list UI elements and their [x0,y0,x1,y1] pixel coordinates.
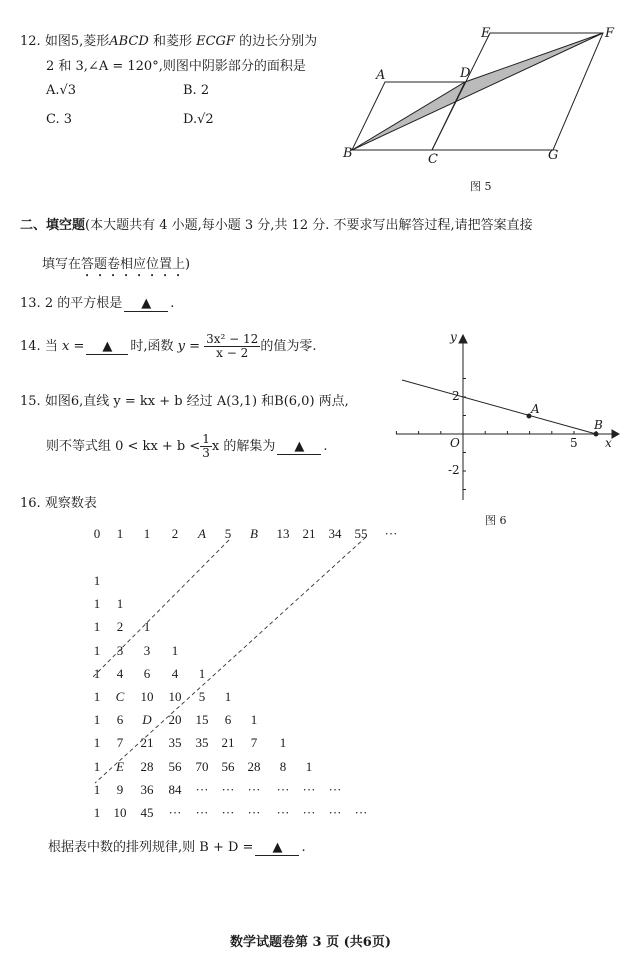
table-cell: ··· [247,805,261,820]
table-cell: 0 [93,526,101,541]
label-e: E [481,26,491,41]
tick-label: 5 [570,436,578,450]
q14 [20,333,316,360]
table-cell: 84 [168,781,182,797]
table-cell: 4 [116,665,124,681]
q15-line2 [46,433,328,460]
table-cell: 1 [93,781,101,797]
table-cell: ··· [384,526,398,541]
table-cell: D [142,712,152,728]
table-cell: ··· [302,781,316,797]
table-cell: ··· [247,781,261,797]
table-cell: ··· [328,805,342,820]
y-arrow [459,335,467,343]
table-cell: 1 [93,573,101,588]
text: . [301,840,306,855]
label-b: B [343,146,353,161]
table-cell: 1 [279,735,287,751]
text: 的边长分别为 [239,34,318,49]
origin-label: O [450,436,460,450]
text: ECGF [196,34,235,49]
text: 观察数表 [44,496,97,511]
table-cell: 6 [116,712,124,728]
section-title: 二、填空题 [20,218,86,233]
table-cell: 34 [328,526,342,541]
table-cell: ··· [221,805,235,820]
q-number: 12. [20,34,41,49]
answer-blank: ▲ [255,840,299,856]
line-y-kx-b [402,380,596,434]
figure-6 [396,335,619,500]
q-number: 16. [20,496,41,511]
numerator: 3x² − 12 [206,332,259,346]
page-footer [230,931,391,950]
q15-line1 [20,390,349,409]
table-cell: 2 [171,526,179,541]
table-cell: 70 [195,758,209,774]
table-cell: 1 [116,526,124,541]
table-cell: 1 [93,712,101,728]
table-cell: 10 [168,689,182,704]
table-cell: 9 [116,781,124,797]
table-cell: 10 [140,689,154,704]
table-cell: 56 [168,758,182,774]
option-a: A.√3 [46,83,77,98]
table-cell: ··· [302,805,316,820]
q-number: 14. [20,339,41,354]
table-cell: 1 [143,526,151,541]
table-cell: B [250,526,258,541]
table-cell: ··· [328,781,342,797]
table-cell: 1 [143,619,151,635]
table-cell: 6 [224,712,232,728]
table-cell: 13 [276,526,290,541]
denominator: 3 [202,446,210,460]
table-cell: 35 [195,735,209,751]
table-cell: 28 [140,758,154,774]
table-cell: 55 [354,526,368,541]
table-cell: 1 [93,619,101,635]
table-cell: 3 [143,642,151,658]
fraction [200,433,212,460]
table-cell: 1 [93,665,101,681]
table-cell: ··· [168,805,182,820]
option-d: D.√2 [183,112,214,127]
dashed-line [93,540,229,677]
text: 如图5,菱形 [44,34,110,49]
text: (本大题共有 4 小题,每小题 3 分,共 12 分. 不要求写出解答过程,请把答案直接 [85,218,533,233]
fraction [204,333,260,360]
table-cell: 15 [195,712,209,728]
emphasized-text: 答题卷相应位置上 [81,257,186,272]
table-cell: 35 [168,735,182,751]
table-cell: 1 [250,712,258,728]
table-cell: 1 [93,689,101,704]
text: ) [185,257,191,272]
q13 [20,292,174,312]
text: . [170,296,175,311]
answer-blank: ▲ [86,339,128,355]
text: x = [61,339,85,354]
table-cell: 1 [93,735,101,751]
text: 填写在 [42,257,82,272]
table-cell: 5 [198,689,206,704]
x-arrow [612,430,619,438]
table-cell: C [115,689,125,704]
table-cell: 1 [93,642,101,658]
answer-blank: ▲ [277,439,321,455]
answer-blank: ▲ [124,296,168,312]
text: . [323,439,328,454]
x-axis-label: x [605,436,612,450]
text: 的值为零. [260,339,317,354]
table-cell: 6 [143,665,151,681]
table-cell: 21 [221,735,235,751]
figure-5 [352,33,603,150]
point-b [594,432,598,436]
table-cell: 21 [140,735,154,751]
table-cell: 1 [93,758,101,774]
text: 时,函数 [130,339,174,354]
table-cell: 45 [140,805,154,820]
text: y = [177,339,200,354]
table-cell: ··· [276,781,290,797]
figure-5-caption: 图 5 [470,180,492,193]
table-cell: 1 [116,596,124,612]
point-b-label: B [594,418,603,432]
text: 和菱形 [152,34,192,49]
table-cell: 5 [224,526,232,541]
table-cell: ··· [276,805,290,820]
table-cell: 21 [302,526,316,541]
table-cell: 1 [93,596,101,612]
q12-line2: 2 和 3,∠A = 120°,则图中阴影部分的面积是 [46,59,306,74]
label-f: F [605,26,615,41]
table-cell: 4 [171,665,179,681]
option-c: C. 3 [46,112,73,127]
table-cell: ··· [221,781,235,797]
table-cell: 1 [171,642,179,658]
option-b: B. 2 [183,83,210,98]
table-cell: 1 [93,805,101,820]
numerator: 1 [202,432,210,446]
table-cell: 56 [221,758,235,774]
table-cell: 10 [113,805,127,820]
tick-label: -2 [448,463,460,477]
table-cell: 36 [140,781,154,797]
table-cell: 8 [279,758,287,774]
table-cell: A [198,526,206,541]
label-d: D [460,66,471,81]
text: 则不等式组 0 < kx + b < [46,439,201,454]
y-axis-label: y [450,330,457,344]
label-g: G [548,148,559,163]
table-cell: 2 [116,619,124,635]
table-cell: ··· [195,781,209,797]
label-a: A [376,68,386,83]
table-cell: E [116,758,124,774]
table-cell: 1 [224,689,232,704]
text: 2 的平方根是 [44,296,123,311]
table-cell: 7 [116,735,124,751]
table-cell: ··· [354,805,368,820]
label-c: C [428,152,438,167]
footer-text: 数学试题卷第 3 页 (共6页) [230,935,391,950]
point-a-label: A [531,402,540,416]
text: ABCD [109,34,149,49]
section-heading [20,214,533,233]
shaded-region [352,33,603,150]
table-cell: 3 [116,642,124,658]
text: 当 [44,339,58,354]
table-cell: 7 [250,735,258,751]
q-number: 15. [20,394,41,409]
q16-heading [20,492,97,511]
q16-question [48,836,306,856]
table-cell: 20 [168,712,182,728]
table-cell: 28 [247,758,261,774]
text: 如图6,直线 y = kx + b 经过 A(3,1) 和B(6,0) 两点, [44,394,349,409]
table-cell: ··· [195,805,209,820]
tick-label: 2 [452,389,460,403]
text: x 的解集为 [211,439,276,454]
table-cell: 1 [305,758,313,774]
text: 根据表中数的排列规律,则 B + D = [48,840,254,855]
q-number: 13. [20,296,41,311]
figure-6-caption: 图 6 [485,514,507,527]
table-cell: 1 [198,665,206,681]
denominator: x − 2 [216,346,249,360]
section-desc-2 [42,253,190,280]
